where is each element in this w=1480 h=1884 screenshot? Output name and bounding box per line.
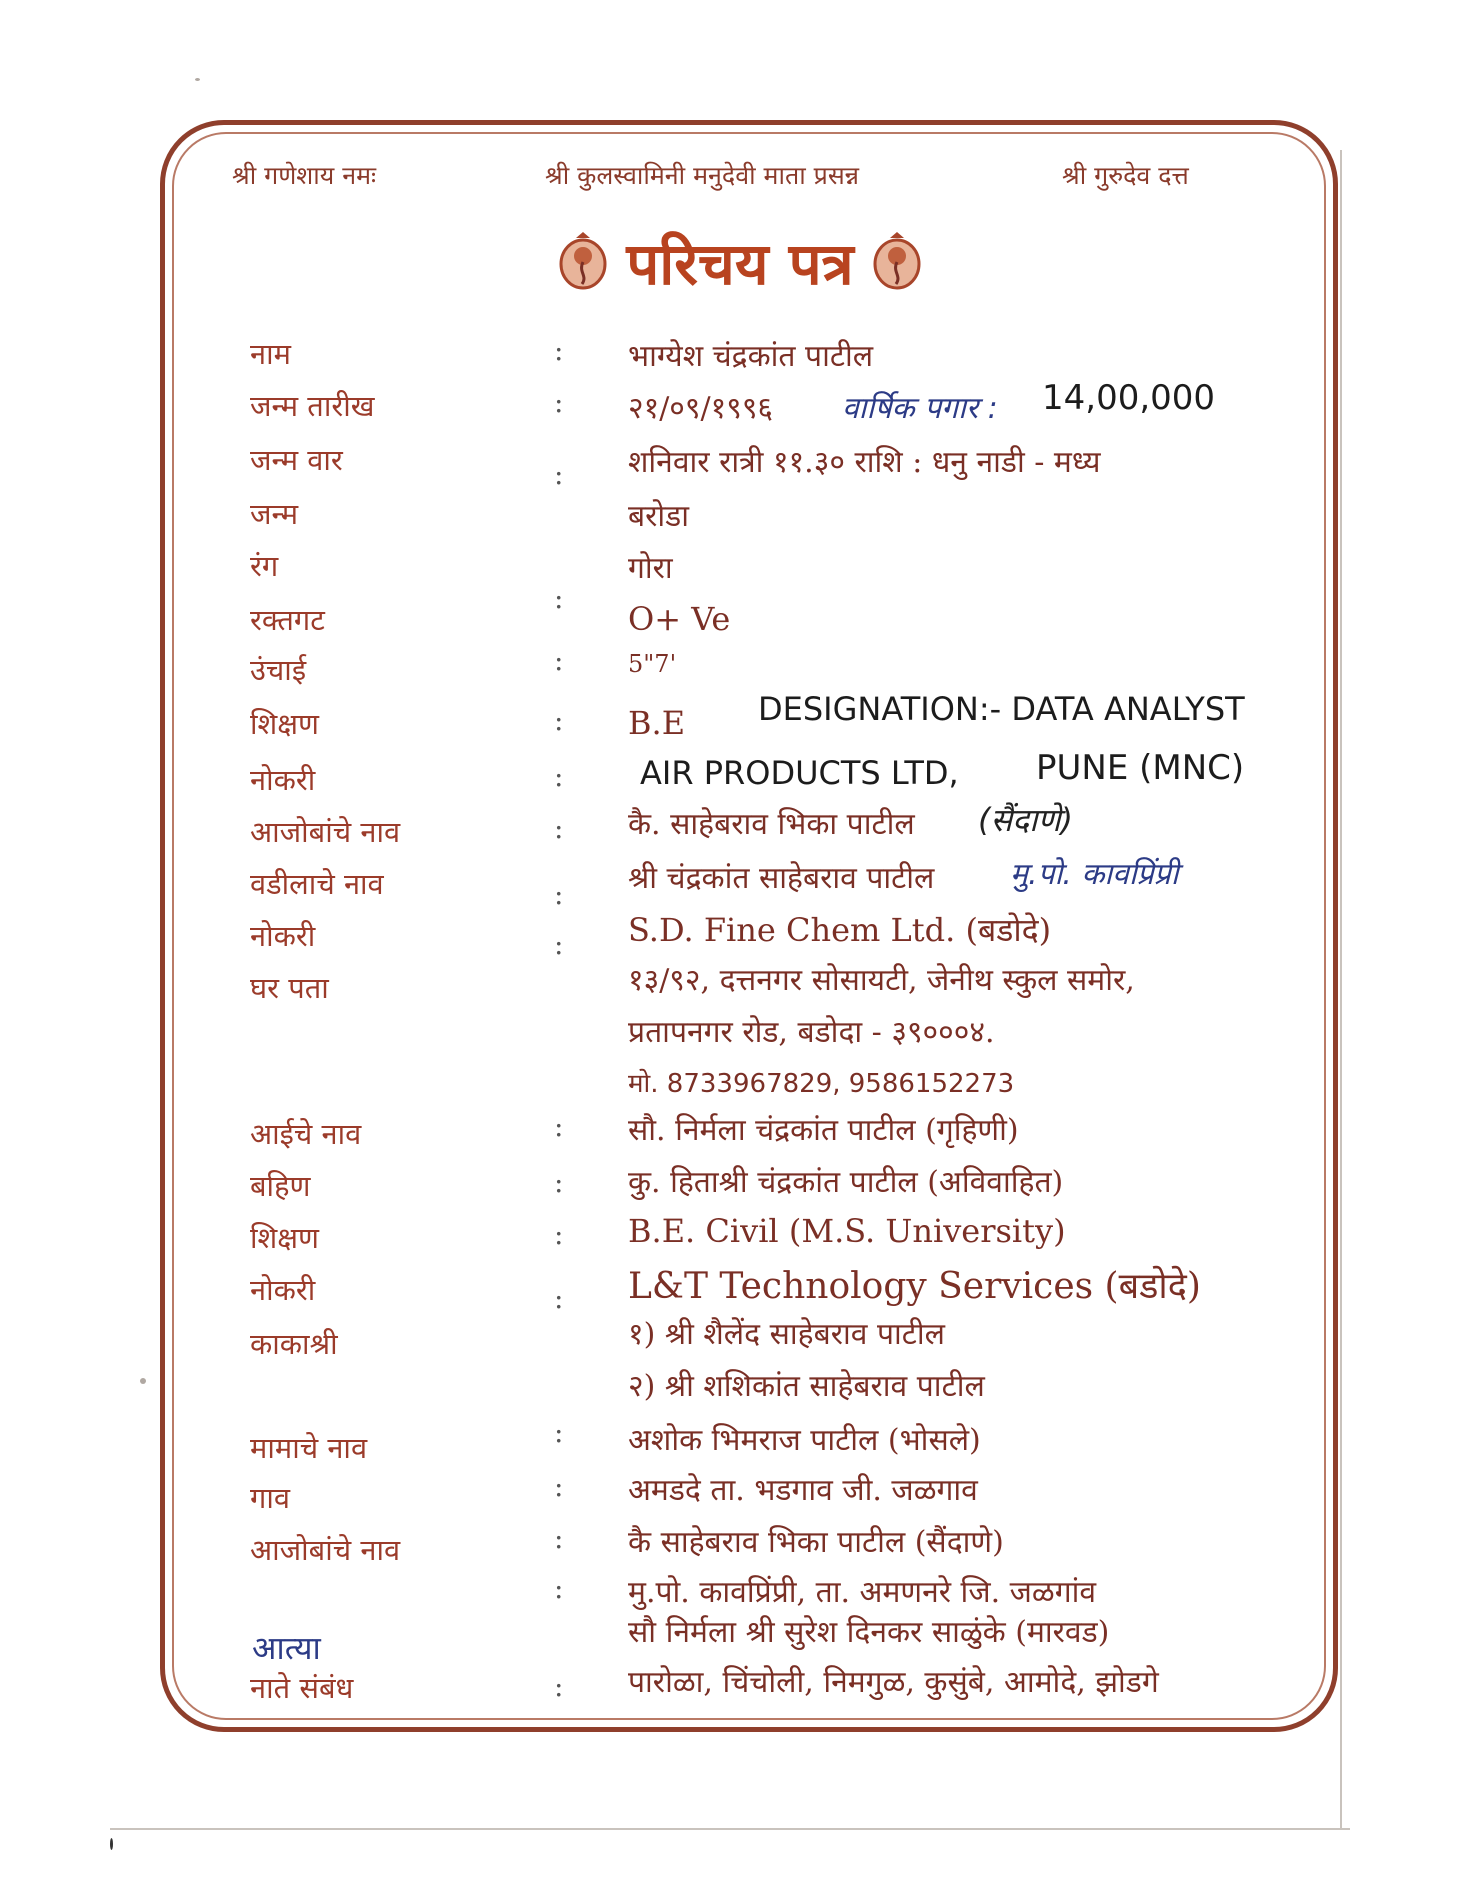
label-job: नोकरी (250, 763, 316, 797)
colon: : (554, 1218, 564, 1251)
value-job-location: PUNE (MNC) (1036, 748, 1245, 788)
colon: : (554, 644, 564, 677)
row-address (0, 963, 1480, 1108)
label-uncles: काकाश्री (250, 1327, 338, 1361)
label-maternal-uncle: मामाचे नाव (250, 1431, 368, 1465)
value-birth-day: शनिवार रात्री ११.३० राशि : धनु नाडी - मध्य (628, 445, 1101, 480)
label-dob: जन्म तारीख (250, 389, 375, 423)
row-relations (0, 1665, 1480, 1718)
row-blood-group (0, 582, 1480, 650)
paper-speck (110, 1838, 113, 1850)
colon: : (554, 928, 564, 961)
label-relations: नाते संबंध (250, 1671, 354, 1705)
header-left: श्री गणेशाय नमः (232, 161, 377, 190)
colon: : (554, 334, 564, 367)
label-height: उंचाई (250, 653, 307, 687)
value-father-job: S.D. Fine Chem Ltd. (बडोदे) (628, 911, 1052, 949)
value-mother: सौ. निर्मला चंद्रकांत पाटील (गृहिणी) (628, 1113, 1019, 1148)
colon: : (554, 1282, 564, 1315)
label-birth-place: जन्म (250, 497, 299, 531)
label-grandfather: आजोबांचे नाव (250, 815, 401, 849)
colon: : (554, 812, 564, 845)
label-mother: आईचे नाव (250, 1117, 362, 1151)
value-sister-education: B.E. Civil (M.S. University) (628, 1212, 1066, 1250)
label-complexion: रंग (250, 549, 279, 583)
row-name (0, 334, 1480, 384)
value-blood-group: O+ Ve (628, 600, 731, 638)
value-birth-place: बरोडा (628, 499, 689, 534)
colon: : (554, 878, 564, 911)
grandfather-note: (सैंदाणे) (978, 801, 1074, 839)
value-sister: कु. हिताश्री चंद्रकांत पाटील (अविवाहित) (628, 1165, 1064, 1200)
colon: : (554, 1470, 564, 1503)
designation: DESIGNATION:- DATA ANALYST (758, 690, 1245, 728)
row-grandfather (0, 801, 1480, 862)
row-father (0, 857, 1480, 914)
label-birth-day: जन्म वार (250, 443, 343, 477)
value-job-company: AIR PRODUCTS LTD, (640, 754, 959, 792)
value-uncle-2: २) श्री शशिकांत साहेबराव पाटील (628, 1369, 985, 1404)
label-aunt: आत्या (252, 1629, 321, 1667)
label-sister-job: नोकरी (250, 1273, 316, 1307)
label-father-job: नोकरी (250, 919, 316, 953)
value-aunt: सौ निर्मला श्री सुरेश दिनकर साळुंके (मारवड) (628, 1615, 1110, 1650)
paper-edge-bottom (110, 1828, 1350, 1830)
row-sister (0, 1166, 1480, 1216)
value-address-line2: प्रतापनगर रोड, बडोदा - ३९०००४. (628, 1015, 995, 1050)
colon: : (554, 1572, 564, 1605)
header-right: श्री गुरुदेव दत्त (1062, 161, 1189, 190)
value-name: भाग्येश चंद्रकांत पाटील (628, 339, 874, 374)
paper-speck (195, 78, 200, 81)
value-dob: २१/०९/१९९६ (628, 391, 774, 426)
value-address-line1: १३/९२, दत्तनगर सोसायटी, जेनीथ स्कुल समोर, (628, 963, 1135, 998)
value-grandfather: कै. साहेबराव भिका पाटील (628, 807, 915, 842)
header-center: श्री कुलस्वामिनी मनुदेवी माता प्रसन्न (545, 161, 859, 190)
colon: : (554, 1166, 564, 1199)
value-sister-job: L&T Technology Services (बडोदे) (628, 1266, 1201, 1307)
label-sister: बहिण (250, 1169, 311, 1203)
row-dob (0, 378, 1480, 436)
colon: : (554, 1522, 564, 1555)
row-mother (0, 1110, 1480, 1164)
father-note: मु.पो. कावप्रिंप्री (1010, 857, 1179, 892)
label-father: वडीलाचे नाव (250, 867, 384, 901)
ganesha-icon (556, 230, 610, 292)
salary-value: 14,00,000 (1042, 378, 1216, 418)
row-birth-place (0, 494, 1480, 544)
value-grandfather-2-line1: कै साहेबराव भिका पाटील (सैंदाणे) (628, 1525, 1004, 1560)
label-sister-education: शिक्षण (250, 1221, 319, 1255)
colon: : (554, 704, 564, 737)
label-address: घर पता (250, 971, 329, 1005)
label-grandfather-2: आजोबांचे नाव (250, 1533, 401, 1567)
value-complexion: गोरा (628, 551, 673, 586)
value-relations: पारोळा, चिंचोली, निमगुळ, कुसुंबे, आमोदे, झोडगे (628, 1665, 1159, 1700)
value-village: अमडदे ता. भडगाव जी. जळगाव (628, 1473, 978, 1508)
colon: : (554, 760, 564, 793)
ganesha-icon (870, 230, 924, 292)
colon: : (554, 386, 564, 419)
label-blood-group: रक्तगट (250, 603, 325, 637)
value-height: 5"7' (628, 650, 677, 678)
value-grandfather-2-line2: मु.पो. कावप्रिंप्री, ता. अमणनरे जि. जळगांव (628, 1575, 1097, 1610)
label-village: गाव (250, 1481, 290, 1515)
row-birth-day (0, 440, 1480, 490)
label-name: नाम (250, 337, 291, 371)
value-address-phone: मो. 8733967829, 9586152273 (628, 1069, 1015, 1099)
colon: : (554, 582, 564, 615)
colon: : (554, 1110, 564, 1143)
salary-label: वार्षिक पगार : (842, 391, 998, 426)
colon: : (554, 1670, 564, 1703)
colon: : (554, 1416, 564, 1449)
title-row (0, 216, 1480, 306)
row-education (0, 690, 1480, 754)
row-height (0, 644, 1480, 700)
value-maternal-uncle: अशोक भिमराज पाटील (भोसले) (628, 1423, 981, 1458)
label-education: शिक्षण (250, 707, 319, 741)
row-complexion (0, 546, 1480, 596)
value-uncle-1: १) श्री शैलेंद साहेबराव पाटील (628, 1317, 945, 1352)
value-father: श्री चंद्रकांत साहेबराव पाटील (628, 861, 935, 896)
row-uncles (0, 1317, 1480, 1424)
colon: : (554, 458, 564, 491)
value-education: B.E (628, 704, 686, 742)
page-title: परिचय पत्र (626, 229, 854, 298)
